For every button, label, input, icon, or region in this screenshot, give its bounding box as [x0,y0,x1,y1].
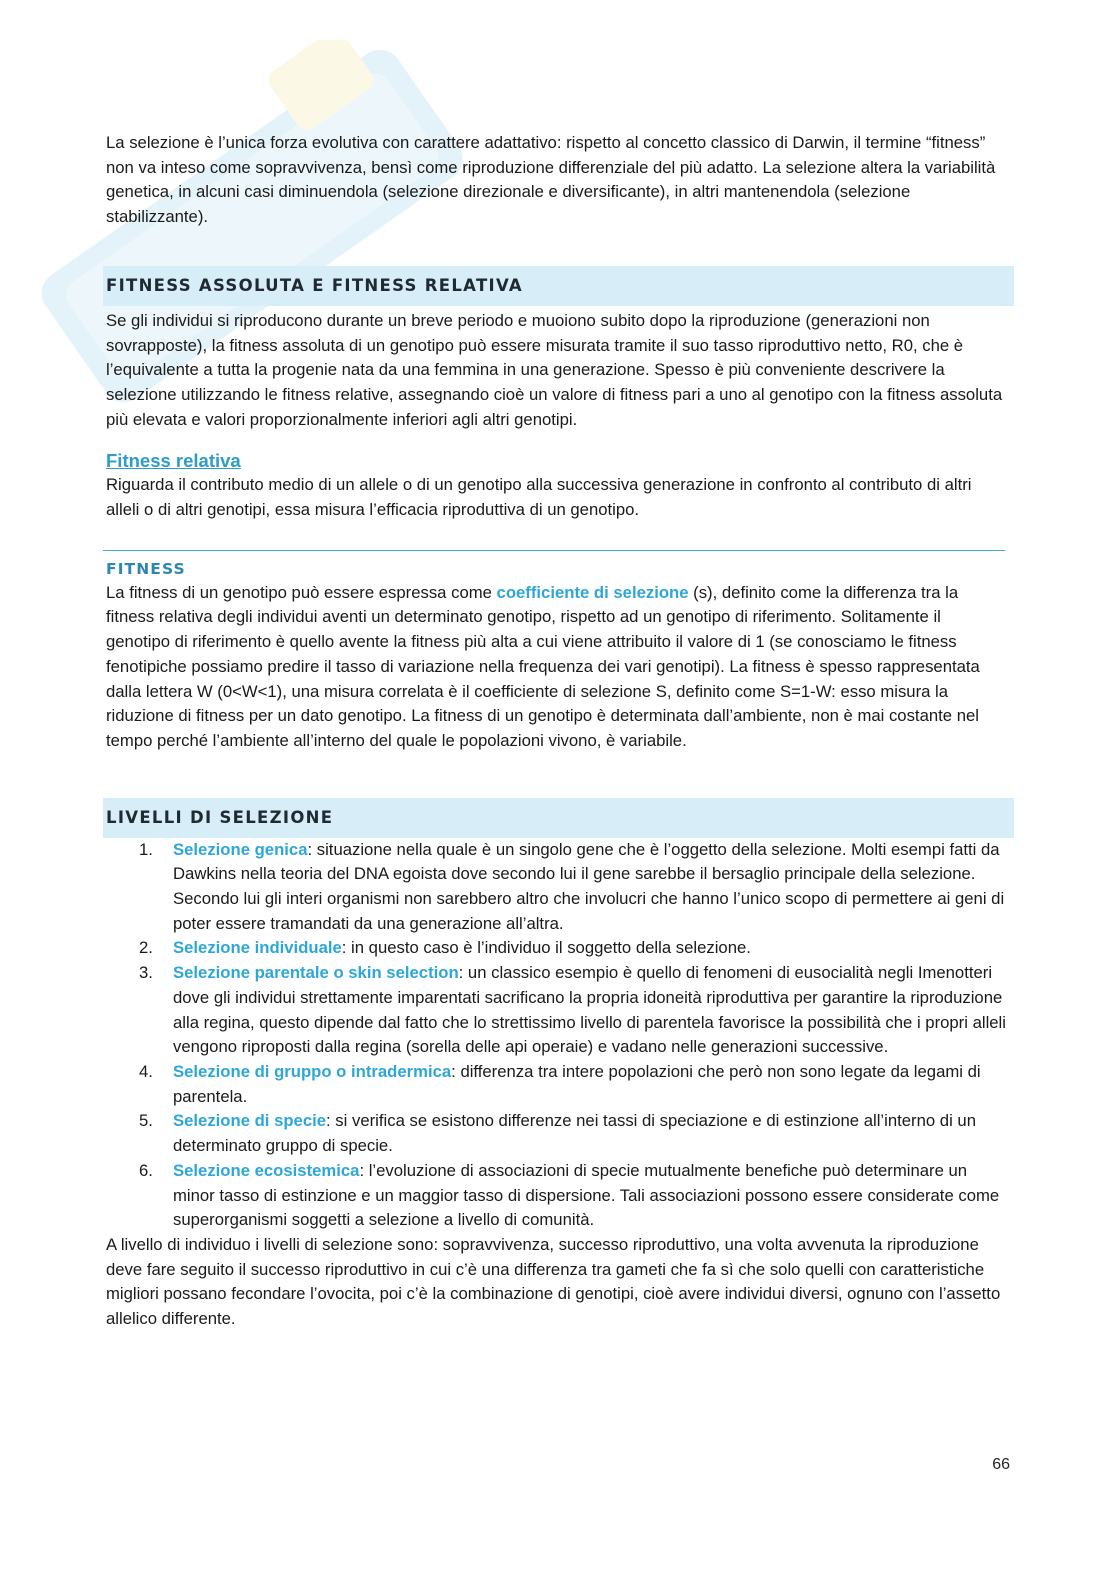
list-text: : l’evoluzione di associazioni di specie mutualmente benefiche può determinare un minor tasso di estinzione e un maggior tasso di dispersione. Tali associazioni possono essere considerate come superorganismi soggetti a selezione a livello di comunità. [173,1160,1000,1230]
list-item [106,1109,1006,1158]
closing-paragraph: A livello di individuo i livelli di selezione sono: sopravvivenza, successo riproduttivo, una volta avvenuta la riproduzione deve fare seguito il successo riproduttivo in cui c’è una differenza tra gameti che fa sì che solo quelli con caratteristiche migliori possano fecondare l’ovocita, poi c’è la combinazione di genotipi, cioè avere individui diversi, ognuno con l’assetto allelico differente. [106,1234,1001,1329]
section-heading-livelli: LIVELLI DI SELEZIONE [103,798,1014,838]
list-term: Selezione individuale [173,938,342,958]
list-item [106,838,1006,937]
list-term: Selezione di gruppo o intradermica [173,1061,452,1081]
section-heading-fitness: FITNESS [106,559,186,578]
intro-paragraph: La selezione è l’unica forza evolutiva con carattere adattativo: rispetto al concetto classico di Darwin, il termine “fitness” non va inteso come sopravvivenza, bensì come riproduzione differenziale del più adatto. La selezione altera la variabilità genetica, in alcuni casi diminuendola (selezione direzionale e diversificante), in altri mantenendola (selezione stabilizzante). [106,133,996,227]
fitness-body-start: La fitness di un genotipo può essere espressa come [106,582,497,602]
highlight-coefficiente: coefficiente di selezione [496,582,689,602]
list-number: 2. [139,938,153,958]
section-divider [103,550,1005,551]
page-number: 66 [992,1456,1010,1473]
list-text: : in questo caso è l’individuo il soggetto della selezione. [341,938,751,958]
list-term: Selezione parentale o skin selection [173,963,459,983]
section-fitness-assoluta-body: Se gli individui si riproducono durante un breve periodo e muoiono subito dopo la riproduzione (generazioni non sovrapposte), la fitness assoluta di un genotipo può essere misurata tramite il suo tasso riproduttivo netto, R0, che è l’equivalente a tutta la progenie nata da una femmina in una generazione. Spesso è più conveniente descrivere la selezione utilizzando le fitness relative, assegnando cioè un valore di fitness pari a uno al genotipo con la fitness assoluta più elevata e valori proporzionalmente inferiori agli altri genotipi. [106,310,1003,429]
list-text: : si verifica se esistono differenze nei tassi di speciazione e di estinzione all’interno di un determinato gruppo di specie. [173,1111,976,1156]
fitness-relativa-body: Riguarda il contributo medio di un allele o di un genotipo alla successiva generazione in confronto al contributo di altri alleli o di altri genotipi, essa misura l’efficacia riproduttiva di un genotipo. [106,475,972,520]
list-text: : situazione nella quale è un singolo gene che è l’oggetto della selezione. Molti esempi fatti da Dawkins nella teoria del DNA egoista dove secondo lui il gene sarebbe il bersaglio principale della selezione. Secondo lui gli interi organismi non sarebbero altro che involucri che hanno l’unico scopo di permettere ai geni di poter essere tramandati da una generazione all’altra. [173,839,1005,933]
list-term: Selezione di specie [173,1111,327,1131]
list-number: 5. [139,1111,153,1131]
fitness-body-end: (s), definito come la differenza tra la fitness relativa degli individui aventi un determinato genotipo, rispetto ad un genotipo di riferimento. Solitamente il genotipo di riferimento è quello avente la fitness più alta a cui viene attribuito il valore di 1 (se conosciamo le fitness fenotipiche possiamo predire il tasso di variazione nella frequenza dei vari genotipi). La fitness è spesso rappresentata dalla lettera W (0<W<1), una misura correlata è il coefficiente di selezione S, definito come S=1-W: esso misura la riduzione di fitness per un dato genotipo. La fitness di un genotipo è determinata dall’ambiente, non è mai costante nel tempo perché l’ambiente all’interno del quale le popolazioni vivono, è variabile. [106,582,980,750]
subheading-fitness-relativa: Fitness relativa [106,450,241,472]
page-content [106,131,1006,1332]
list-number: 1. [139,839,153,859]
list-text: : differenza tra intere popolazioni che però non sono legate da legami di parentela. [173,1061,981,1106]
list-number: 3. [139,963,153,983]
list-term: Selezione ecosistemica [173,1160,360,1180]
list-item [106,961,1006,1060]
list-number: 6. [139,1160,153,1180]
selection-levels-list [106,838,1006,1233]
list-item [106,1060,1006,1109]
list-text: : un classico esempio è quello di fenomeni di eusocialità negli Imenotteri dove gli individui strettamente imparentati sacrificano la propria idoneità riproduttiva per garantire la riproduzione alla regina, questo dipende dal fatto che lo strettissimo livello di parentela favorisce la possibilità che i propri alleli vengono riproposti dalla regina (sorella delle api operaie) e vadano nelle generazioni successive. [173,963,1006,1057]
list-term: Selezione genica [173,839,308,859]
list-item [106,1159,1006,1233]
section-heading-fitness-assoluta: FITNESS ASSOLUTA E FITNESS RELATIVA [103,266,1014,306]
list-number: 4. [139,1061,153,1081]
list-item [106,936,1006,961]
section-fitness-body [106,581,1006,754]
